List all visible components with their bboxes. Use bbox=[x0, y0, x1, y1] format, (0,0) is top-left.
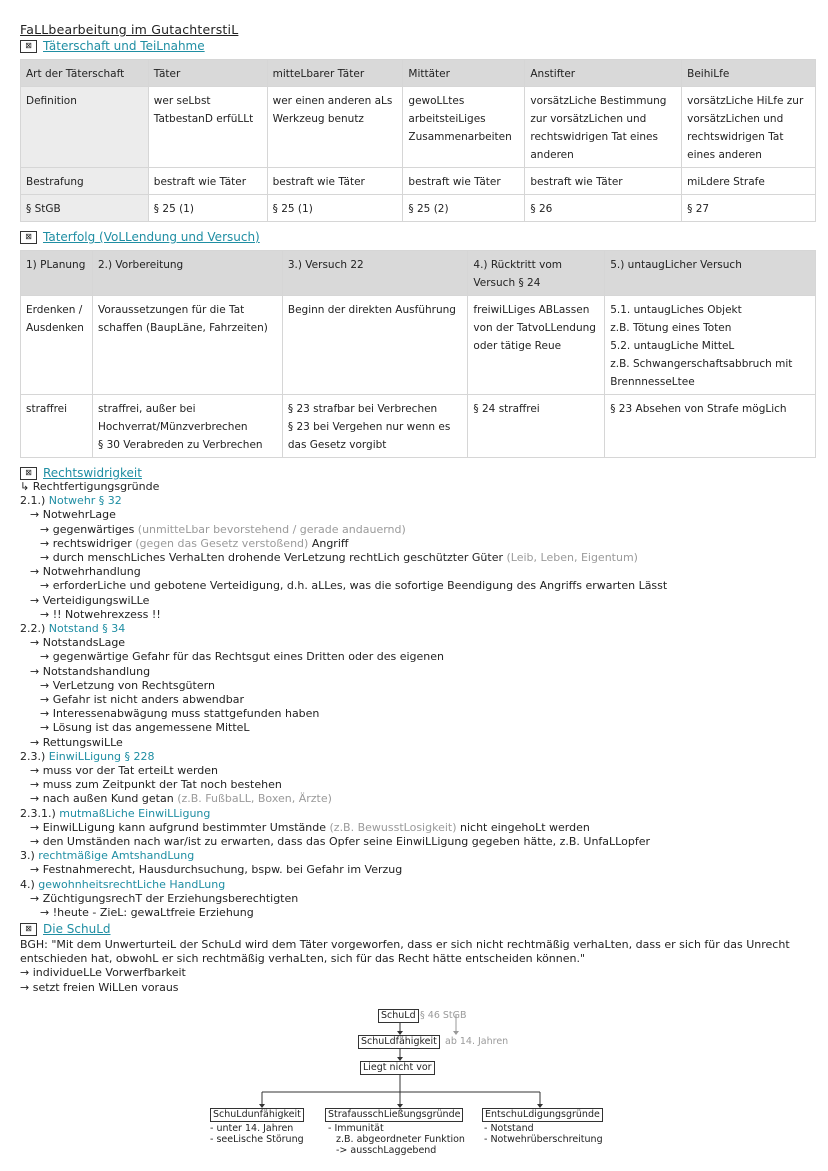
list-item bbox=[20, 523, 816, 537]
list-item bbox=[20, 750, 816, 764]
rechtswidrigkeit-sub: ↳ Rechtfertigungsgründe bbox=[20, 480, 160, 493]
column-header: Mittäter bbox=[403, 60, 525, 87]
schuldfaehigkeit-note: ab 14. Jahren bbox=[445, 1036, 509, 1047]
list-text: 2.2.) bbox=[20, 622, 49, 636]
list-text: VerteidigungswiLLe bbox=[42, 593, 150, 607]
schuldunfaehigkeit-box: SchuLdunfähigkeit bbox=[210, 1108, 304, 1122]
list-item bbox=[20, 849, 816, 863]
list-item bbox=[20, 835, 816, 849]
list-item bbox=[20, 679, 816, 693]
list-text: muss zum Zeitpunkt der Tat noch bestehen bbox=[42, 778, 282, 792]
arrow-icon: → bbox=[40, 522, 53, 536]
list-item bbox=[20, 494, 816, 508]
rechtswidrigkeit-list bbox=[20, 494, 816, 920]
arrow-icon: → bbox=[20, 980, 33, 994]
list-text: Angriff bbox=[311, 536, 349, 550]
table-cell: bestraft wie Täter bbox=[403, 168, 525, 195]
return-arrow-icon: ↳ bbox=[20, 480, 33, 493]
section-heading-schuld: ⊠ Die SchuLd bbox=[20, 922, 816, 936]
list-text: ZüchtigungsrechT der Erziehungsberechtigten bbox=[42, 891, 299, 905]
arrow-icon: → bbox=[40, 536, 53, 550]
table-row bbox=[21, 168, 816, 195]
list-item bbox=[20, 650, 816, 664]
arrow-icon: → bbox=[40, 579, 53, 593]
row-header: Bestrafung bbox=[21, 168, 149, 195]
arrow-box-icon: ⊠ bbox=[20, 467, 37, 480]
list-text: gegenwärtige Gefahr für das Rechtsgut eines Dritten oder des eigenen bbox=[52, 650, 444, 664]
list-text: 2.3.) bbox=[20, 749, 49, 763]
list-text: NotstandsLage bbox=[42, 636, 126, 650]
column-header: BeihiLfe bbox=[682, 60, 816, 87]
arrow-icon: → bbox=[30, 636, 43, 650]
list-text: 2.3.1.) bbox=[20, 806, 60, 820]
list-text: (gegen das Gesetz verstoßend) bbox=[135, 536, 312, 550]
subsection-heading: Notstand § 34 bbox=[48, 622, 126, 636]
list-item bbox=[20, 778, 816, 792]
column-header: 3.) Versuch 22 bbox=[282, 251, 468, 296]
table-cell: bestraft wie Täter bbox=[267, 168, 403, 195]
list-text: !heute - ZieL: gewaLtfreie Erziehung bbox=[52, 906, 254, 920]
branch-item: z.B. abgeordneter Funktion bbox=[336, 1134, 465, 1145]
branch-item: - Notwehrüberschreitung bbox=[484, 1134, 603, 1145]
table-cell: Voraussetzungen für die Tat schaffen (BaupLäne, Fahrzeiten) bbox=[92, 296, 282, 395]
table-cell: Erdenken / Ausdenken bbox=[21, 296, 93, 395]
arrow-icon: → bbox=[30, 565, 43, 579]
list-item bbox=[20, 892, 816, 906]
row-header: Definition bbox=[21, 87, 149, 168]
list-text: VerLetzung von Rechtsgütern bbox=[52, 678, 215, 692]
list-item bbox=[20, 665, 816, 679]
list-text: (Leib, Leben, Eigentum) bbox=[506, 551, 638, 565]
list-text: individueLLe Vorwerfbarkeit bbox=[32, 966, 186, 980]
list-text: NotwehrLage bbox=[42, 508, 116, 522]
table-row bbox=[21, 195, 816, 222]
branch-item: - Immunität bbox=[328, 1123, 384, 1134]
table-cell: wer seLbst TatbestanD erfüLLt bbox=[148, 87, 267, 168]
arrow-icon: → bbox=[30, 863, 43, 877]
table-cell: bestraft wie Täter bbox=[148, 168, 267, 195]
list-text: gegenwärtiges bbox=[52, 522, 138, 536]
list-item bbox=[20, 807, 816, 821]
list-text: Interessenabwägung muss stattgefunden haben bbox=[52, 707, 320, 721]
table-cell: Beginn der direkten Ausführung bbox=[282, 296, 468, 395]
table-header-row bbox=[21, 251, 816, 296]
branch-item: - unter 14. Jahren bbox=[210, 1123, 294, 1134]
branch-item: - Notstand bbox=[484, 1123, 534, 1134]
arrow-icon: → bbox=[30, 764, 43, 778]
list-text: rechtswidriger bbox=[52, 536, 136, 550]
schuldfaehigkeit-box: SchuLdfähigkeit bbox=[358, 1035, 440, 1049]
arrow-icon: → bbox=[40, 650, 53, 664]
list-item bbox=[20, 622, 816, 636]
column-header: Art der Täterschaft bbox=[21, 60, 149, 87]
list-text: 3.) bbox=[20, 849, 39, 863]
list-item bbox=[20, 906, 816, 920]
arrow-icon: → bbox=[30, 593, 43, 607]
section-heading-taeterschaft: ⊠ Täterschaft und TeiLnahme bbox=[20, 39, 816, 53]
arrow-icon: → bbox=[40, 551, 53, 565]
entschuldigungsgruende-box: EntschuLdigungsgründe bbox=[482, 1108, 603, 1122]
list-text: RettungswiLLe bbox=[42, 735, 123, 749]
list-text: Lösung ist das angemessene MitteL bbox=[52, 721, 250, 735]
arrow-icon: → bbox=[30, 664, 43, 678]
list-item bbox=[20, 693, 816, 707]
table-row bbox=[21, 395, 816, 458]
table-cell: bestraft wie Täter bbox=[525, 168, 682, 195]
taterfolg-table bbox=[20, 250, 816, 458]
table-cell: § 27 bbox=[682, 195, 816, 222]
table-cell: § 23 Absehen von Strafe mögLich bbox=[605, 395, 816, 458]
table-cell: § 26 bbox=[525, 195, 682, 222]
table-cell: vorsätzLiche Bestimmung zur vorsätzLichen und rechtswidrigen Tat eines anderen bbox=[525, 87, 682, 168]
list-text: 2.1.) bbox=[20, 494, 49, 508]
table-cell: wer einen anderen aLs Werkzeug benutz bbox=[267, 87, 403, 168]
table-row bbox=[21, 296, 816, 395]
arrow-icon: → bbox=[30, 835, 43, 849]
arrow-icon: → bbox=[30, 891, 43, 905]
arrow-icon: → bbox=[40, 906, 53, 920]
arrow-icon: → bbox=[40, 721, 53, 735]
table-cell: § 25 (2) bbox=[403, 195, 525, 222]
column-header: 1) PLanung bbox=[21, 251, 93, 296]
list-text: muss vor der Tat erteiLt werden bbox=[42, 764, 219, 778]
list-item bbox=[20, 792, 816, 806]
branch-item: - seeLische Störung bbox=[210, 1134, 304, 1145]
list-item bbox=[20, 608, 816, 622]
subsection-heading: Notwehr § 32 bbox=[48, 494, 122, 508]
table-cell: vorsätzLiche HiLfe zur vorsätzLichen und rechtswidrigen Tat eines anderen bbox=[682, 87, 816, 168]
document-page bbox=[20, 22, 816, 995]
table-cell: § 23 strafbar bei Verbrechen § 23 bei Vergehen nur wenn es das Gesetz vorgibt bbox=[282, 395, 468, 458]
branch-item: -> ausschLaggebend bbox=[336, 1145, 437, 1156]
liegt-nicht-vor-box: Liegt nicht vor bbox=[360, 1061, 435, 1075]
list-item bbox=[20, 594, 816, 608]
arrow-box-icon: ⊠ bbox=[20, 231, 37, 244]
column-header: Täter bbox=[148, 60, 267, 87]
list-text: 4.) bbox=[20, 877, 39, 891]
subsection-heading: EinwiLLigung § 228 bbox=[48, 749, 155, 763]
arrow-icon: → bbox=[40, 607, 53, 621]
arrow-icon: → bbox=[30, 820, 43, 834]
list-item bbox=[20, 565, 816, 579]
arrow-icon: → bbox=[30, 508, 43, 522]
table-cell: § 24 straffrei bbox=[468, 395, 605, 458]
list-text: den Umständen nach war/ist zu erwarten, dass das Opfer seine EinwiLLigung gegeben hätte, z.B. UnfaLLopfer bbox=[42, 835, 650, 849]
table-row bbox=[21, 87, 816, 168]
table-cell: gewoLLtes arbeitsteiLiges Zusammenarbeiten bbox=[403, 87, 525, 168]
list-text: (unmitteLbar bevorstehend / gerade andauernd) bbox=[137, 522, 406, 536]
schuld-diagram bbox=[170, 1008, 630, 1158]
schuld-note: § 46 StGB bbox=[420, 1010, 467, 1021]
list-text: (z.B. BewusstLosigkeit) bbox=[329, 820, 460, 834]
column-header: 2.) Vorbereitung bbox=[92, 251, 282, 296]
subsection-heading: mutmaßLiche EinwiLLigung bbox=[59, 806, 211, 820]
column-header: 4.) Rücktritt vom Versuch § 24 bbox=[468, 251, 605, 296]
table-header-row bbox=[21, 60, 816, 87]
arrow-icon: → bbox=[30, 778, 43, 792]
list-text: (z.B. FußbaLL, Boxen, Ärzte) bbox=[177, 792, 332, 806]
arrow-icon: → bbox=[30, 735, 43, 749]
column-header: 5.) untaugLicher Versuch bbox=[605, 251, 816, 296]
list-item bbox=[20, 579, 816, 593]
list-text: setzt freien WiLLen voraus bbox=[32, 980, 179, 994]
list-item bbox=[20, 707, 816, 721]
page-title: FaLLbearbeitung im GutachterstiL bbox=[20, 22, 239, 37]
bgh-quote: BGH: "Mit dem UnwerturteiL der SchuLd wird dem Täter vorgeworfen, dass er sich nicht rechtmäßig verhaLten, dass er sich für das Unrecht entschieden hat, obwohL er sich rechtmäßig verhaLten, sich für das Recht hätte entscheiden können." bbox=[20, 938, 790, 966]
list-item bbox=[20, 863, 816, 877]
list-text: durch menschLiches VerhaLten drohende VerLetzung rechtLich geschützter Güter bbox=[52, 551, 507, 565]
list-item bbox=[20, 764, 816, 778]
column-header: mitteLbarer Täter bbox=[267, 60, 403, 87]
table-cell: § 25 (1) bbox=[148, 195, 267, 222]
list-item bbox=[20, 721, 816, 735]
arrow-icon: → bbox=[40, 707, 53, 721]
arrow-box-icon: ⊠ bbox=[20, 923, 37, 936]
list-text: Gefahr ist nicht anders abwendbar bbox=[52, 693, 244, 707]
subsection-heading: gewohnheitsrechtLiche HandLung bbox=[38, 877, 226, 891]
arrow-icon: → bbox=[40, 693, 53, 707]
list-text: Festnahmerecht, Hausdurchsuchung, bspw. bei Gefahr im Verzug bbox=[42, 863, 403, 877]
list-item bbox=[20, 966, 816, 980]
list-text: erforderLiche und gebotene Verteidigung, d.h. aLLes, was die sofortige Beendigung des Angriffs erwarten Lässt bbox=[52, 579, 668, 593]
list-item bbox=[20, 736, 816, 750]
column-header: Anstifter bbox=[525, 60, 682, 87]
table-cell: miLdere Strafe bbox=[682, 168, 816, 195]
arrow-icon: → bbox=[20, 966, 33, 980]
list-text: nicht eingehoLt werden bbox=[460, 820, 590, 834]
table-cell: straffrei bbox=[21, 395, 93, 458]
list-item bbox=[20, 981, 816, 995]
list-text: nach außen Kund getan bbox=[42, 792, 178, 806]
arrow-box-icon: ⊠ bbox=[20, 40, 37, 53]
list-text: EinwiLLigung kann aufgrund bestimmter Umstände bbox=[42, 820, 330, 834]
table-cell: § 25 (1) bbox=[267, 195, 403, 222]
table-cell: 5.1. untaugLiches Objekt z.B. Tötung eines Toten 5.2. untaugLiche MitteL z.B. Schwangerschaftsabbruch mit BrennnesseLtee bbox=[605, 296, 816, 395]
arrow-icon: → bbox=[40, 678, 53, 692]
section-heading-taterfolg: ⊠ Taterfolg (VoLLendung und Versuch) bbox=[20, 230, 816, 244]
table-cell: straffrei, außer bei Hochverrat/Münzverbrechen § 30 Verabreden zu Verbrechen bbox=[92, 395, 282, 458]
table-cell: freiwiLLiges ABLassen von der TatvoLLendung oder tätige Reue bbox=[468, 296, 605, 395]
list-item bbox=[20, 508, 816, 522]
section-heading-rechtswidrigkeit: ⊠ Rechtswidrigkeit bbox=[20, 466, 816, 480]
row-header: § StGB bbox=[21, 195, 149, 222]
list-text: !! Notwehrexzess !! bbox=[52, 607, 161, 621]
schuld-points bbox=[20, 966, 816, 994]
list-text: Notwehrhandlung bbox=[42, 565, 141, 579]
schuld-box: SchuLd bbox=[378, 1009, 419, 1023]
taeterschaft-table bbox=[20, 59, 816, 222]
list-item bbox=[20, 821, 816, 835]
strafausschliessungsgruende-box: StrafausschLießungsgründe bbox=[325, 1108, 463, 1122]
list-item bbox=[20, 878, 816, 892]
subsection-heading: rechtmäßige AmtshandLung bbox=[38, 849, 195, 863]
list-item bbox=[20, 551, 816, 565]
arrow-icon: → bbox=[30, 792, 43, 806]
list-item bbox=[20, 636, 816, 650]
list-item bbox=[20, 537, 816, 551]
list-text: Notstandshandlung bbox=[42, 664, 151, 678]
